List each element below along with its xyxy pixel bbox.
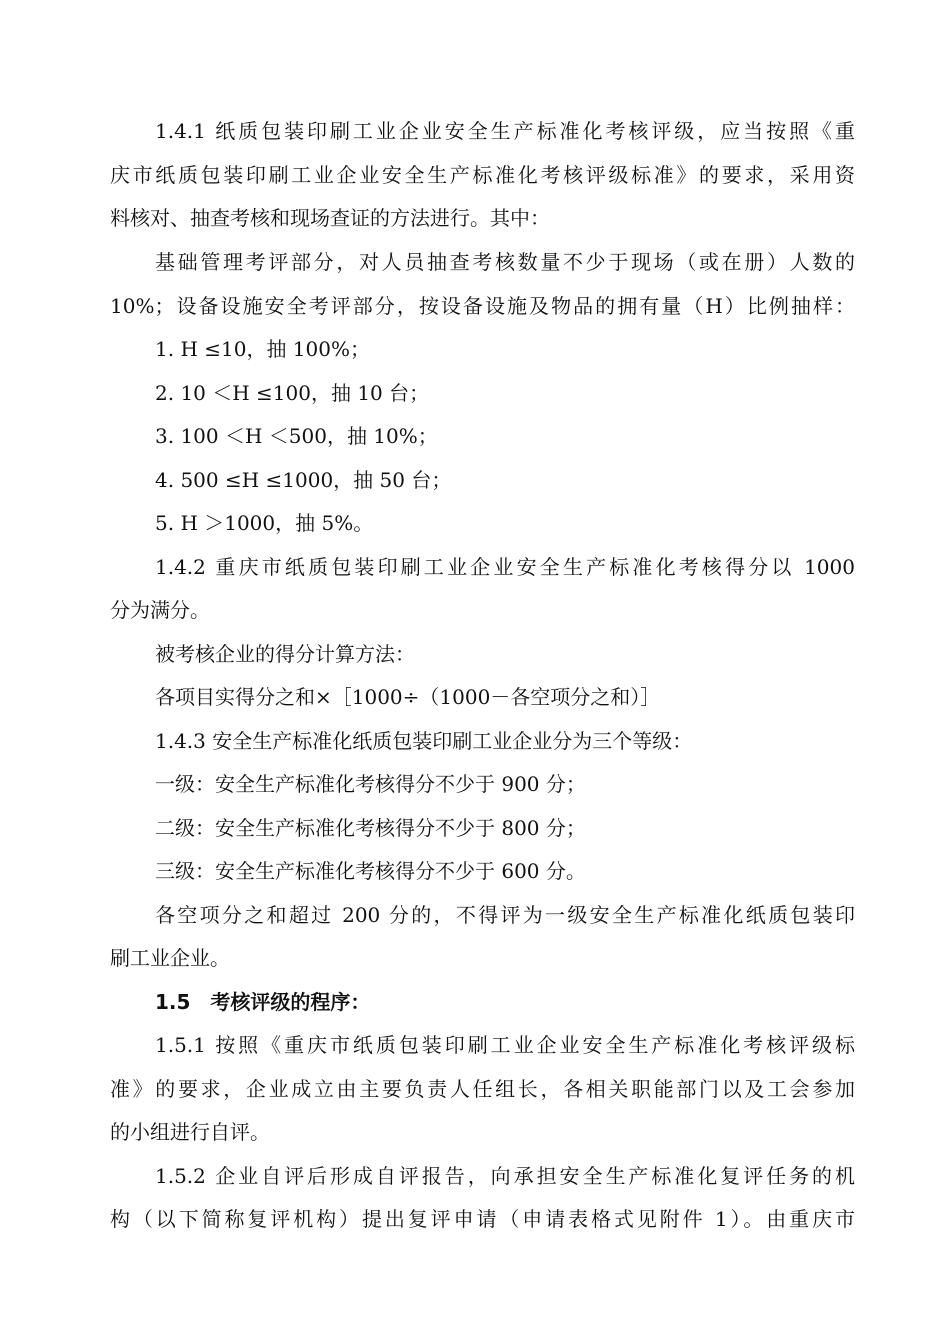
paragraph-1-4-2-line-2: 分为满分。	[110, 598, 210, 622]
score-formula: 各项目实得分之和×［1000÷（1000－各空项分之和）］	[155, 685, 661, 709]
paragraph-1-4-1-line-1: 1.4.1 纸质包装印刷工业企业安全生产标准化考核评级，应当按照《重	[155, 119, 855, 143]
grade-level-2: 二级：安全生产标准化考核得分不少于 800 分；	[155, 816, 586, 840]
sampling-rule-5: 5. H ＞1000，抽 5%。	[155, 511, 374, 535]
paragraph-1-5-1-line-3: 的小组进行自评。	[110, 1120, 270, 1144]
sampling-rule-3: 3. 100 ＜H ＜500，抽 10%；	[155, 424, 438, 448]
section-1-5-heading: 1.5 考核评级的程序：	[155, 990, 371, 1014]
sampling-rule-1: 1. H ≤10，抽 100%；	[155, 337, 370, 361]
grade-level-3: 三级：安全生产标准化考核得分不少于 600 分。	[155, 859, 586, 883]
paragraph-1-4-1-line-3: 料核对、抽查考核和现场查证的方法进行。其中：	[110, 206, 550, 230]
empty-items-paragraph-line-1: 各空项分之和超过 200 分的，不得评为一级安全生产标准化纸质包装印	[155, 903, 855, 927]
paragraph-1-4-1-line-2: 庆市纸质包装印刷工业企业安全生产标准化考核评级标准》的要求，采用资	[110, 163, 855, 187]
paragraph-1-5-2-line-2: 构（以下简称复评机构）提出复评申请（申请表格式见附件 1）。由重庆市	[110, 1207, 855, 1231]
sampling-paragraph-line-2: 10%；设备设施安全考评部分，按设备设施及物品的拥有量（H）比例抽样：	[110, 294, 855, 318]
grade-level-1: 一级：安全生产标准化考核得分不少于 900 分；	[155, 772, 586, 796]
empty-items-paragraph-line-2: 刷工业企业。	[110, 946, 230, 970]
paragraph-1-5-2-line-1: 1.5.2 企业自评后形成自评报告，向承担安全生产标准化复评任务的机	[155, 1164, 855, 1188]
paragraph-1-5-1-line-1: 1.5.1 按照《重庆市纸质包装印刷工业企业安全生产标准化考核评级标	[155, 1033, 855, 1057]
paragraph-1-5-1-line-2: 准》的要求，企业成立由主要负责人任组长，各相关职能部门以及工会参加	[110, 1077, 855, 1101]
sampling-paragraph-line-1: 基础管理考评部分，对人员抽查考核数量不少于现场（或在册）人数的	[155, 250, 855, 274]
score-method-heading: 被考核企业的得分计算方法：	[155, 642, 415, 666]
sampling-rule-4: 4. 500 ≤H ≤1000，抽 50 台；	[155, 468, 452, 492]
paragraph-1-4-2-line-1: 1.4.2 重庆市纸质包装印刷工业企业安全生产标准化考核得分以 1000	[155, 555, 855, 579]
sampling-rule-2: 2. 10 ＜H ≤100，抽 10 台；	[155, 381, 430, 405]
paragraph-1-4-3: 1.4.3 安全生产标准化纸质包装印刷工业企业分为三个等级：	[155, 729, 693, 753]
